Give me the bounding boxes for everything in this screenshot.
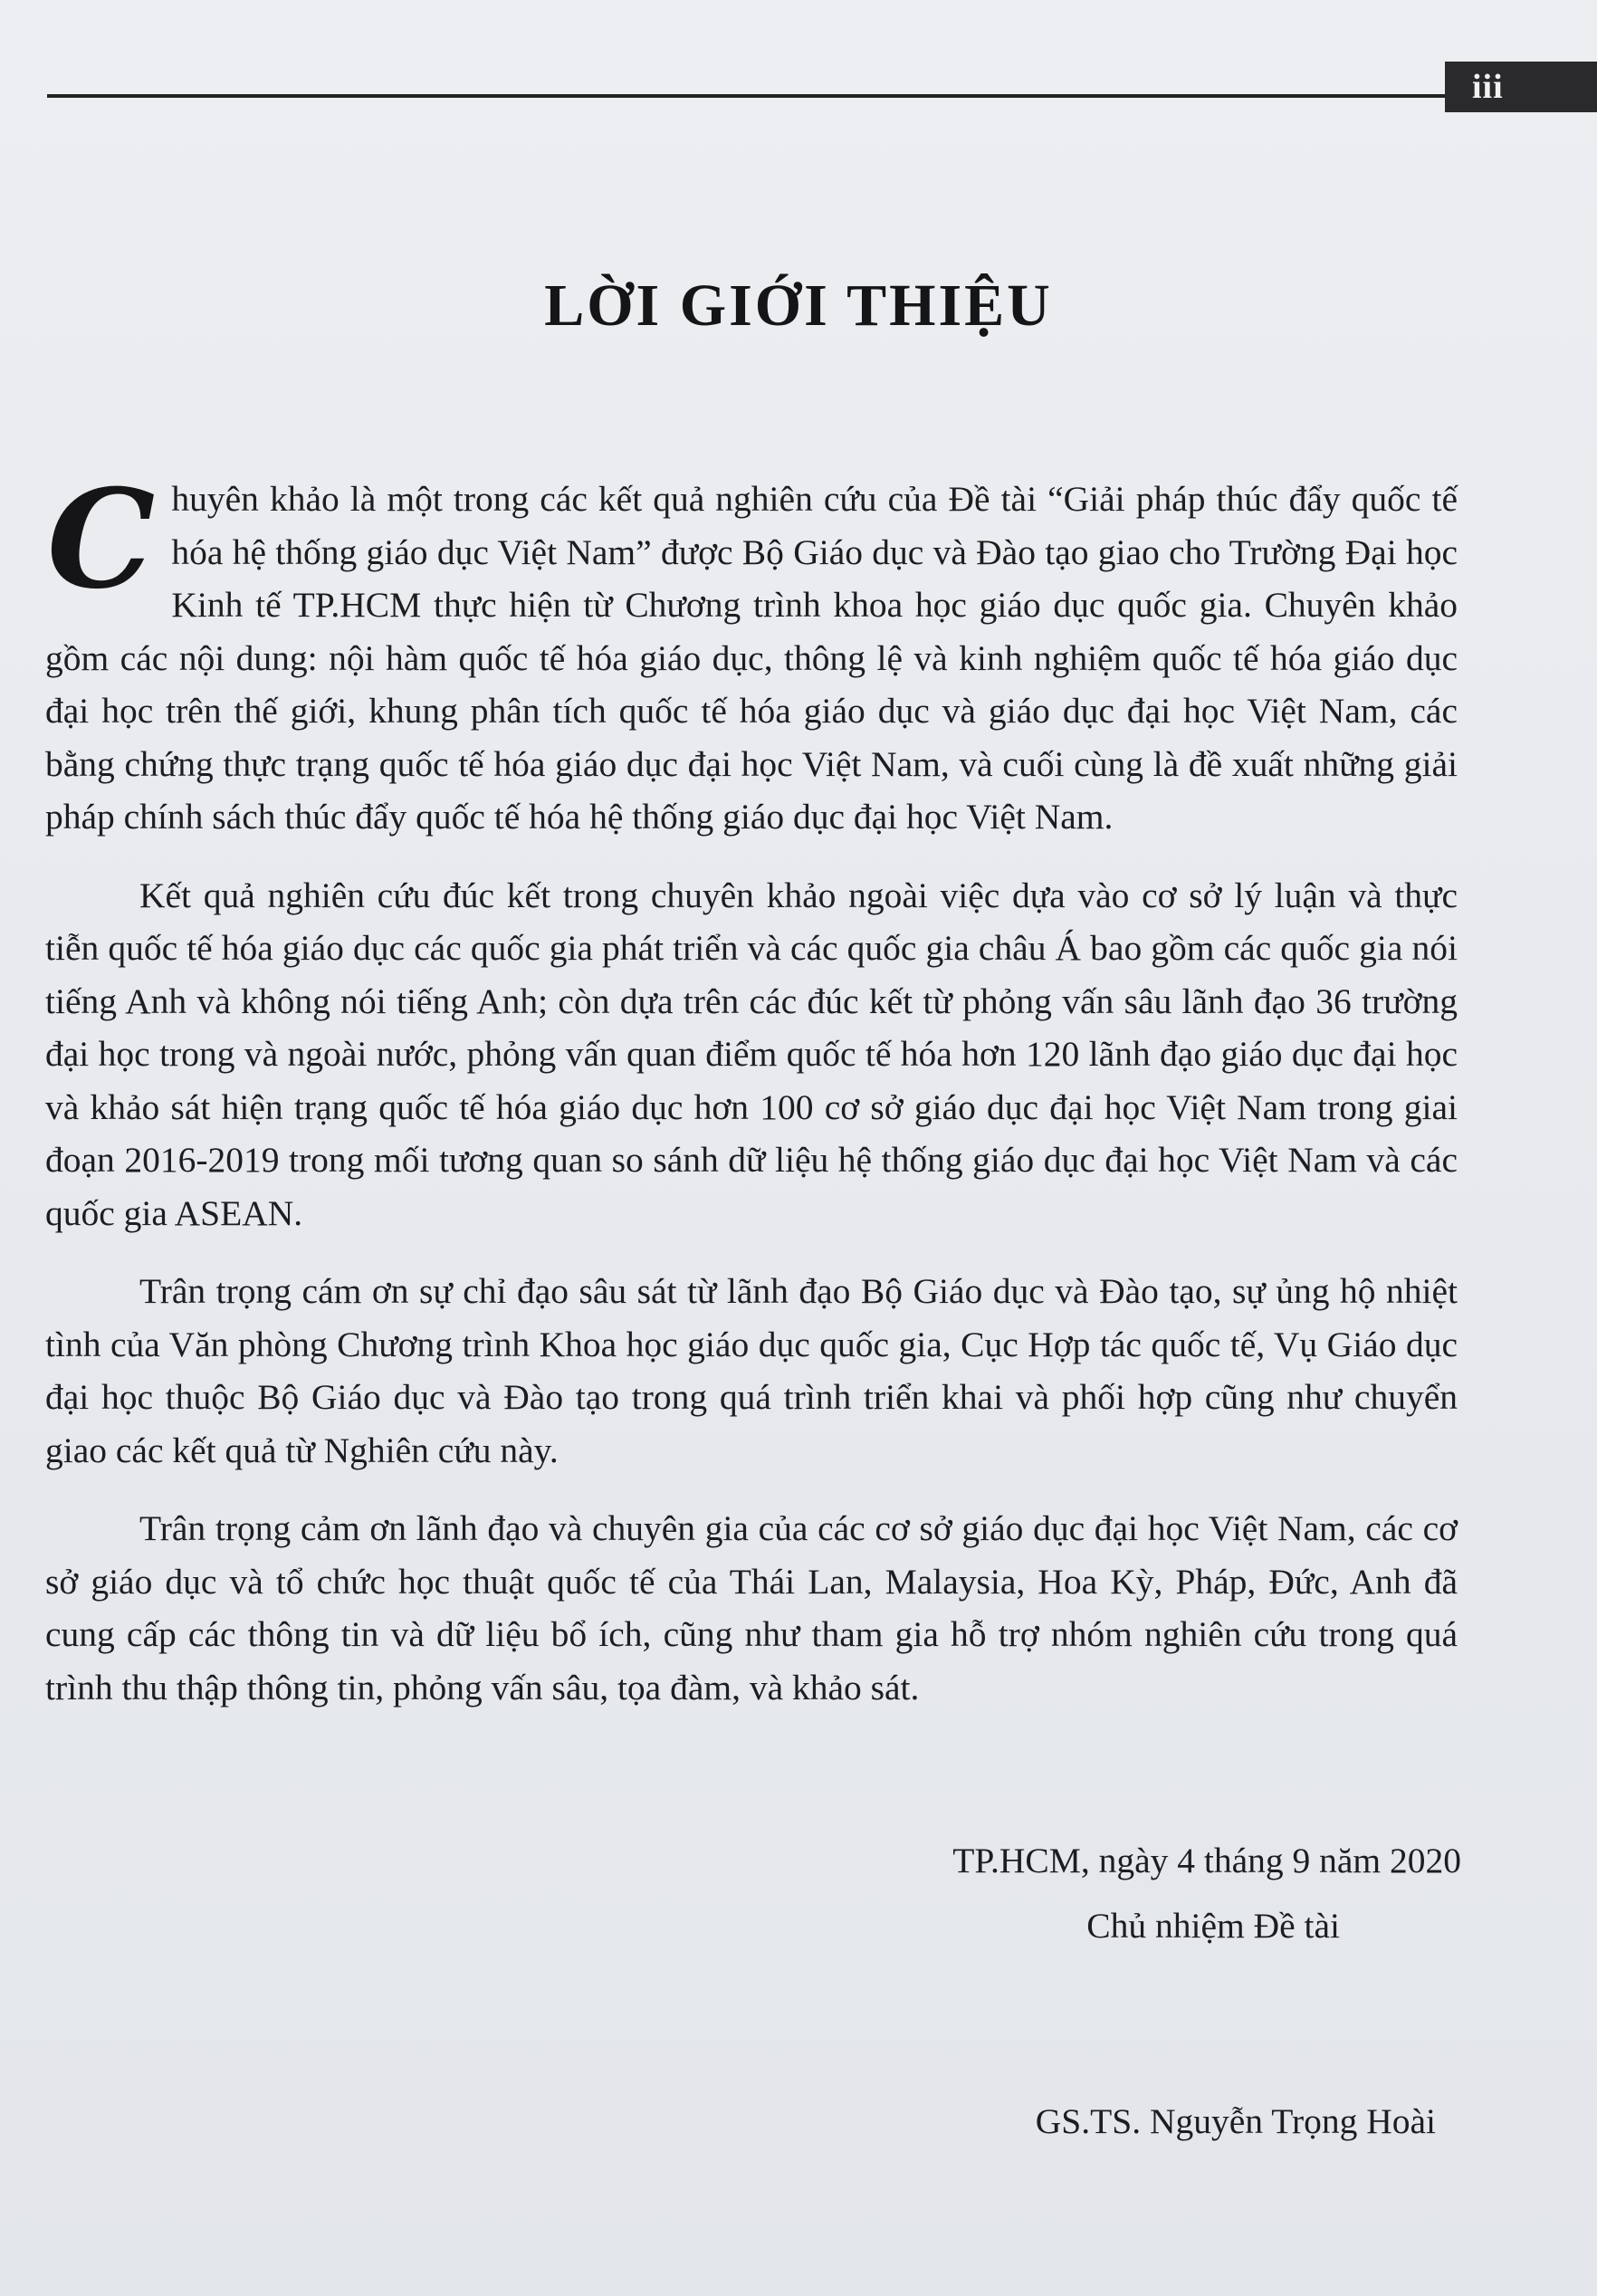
page-title: LỜI GIỚI THIỆU <box>544 273 1053 339</box>
signoff-role: Chủ nhiệm Đề tài <box>1086 1906 1340 1946</box>
paragraph-4: Trân trọng cảm ơn lãnh đạo và chuyên gia của các cơ sở giáo dục đại học Việt Nam, các cơ sở giáo dục và tổ chức học thuật quốc tế của Thái Lan, Malaysia, Hoa Kỳ, Pháp, Đức, Anh đã cung cấp các thông tin và dữ liệu bổ ích, cũng như tham gia hỗ trợ nhóm nghiên cứu trong quá trình thu thập thông tin, phỏng vấn sâu, tọa đàm, và khảo sát. <box>45 1508 1458 1708</box>
page-number-badge <box>1445 62 1597 112</box>
paragraph-3: Trân trọng cám ơn sự chỉ đạo sâu sát từ lãnh đạo Bộ Giáo dục và Đào tạo, sự ủng hộ nhiệt tình của Văn phòng Chương trình Khoa học giáo dục quốc gia, Cục Hợp tác quốc tế, Vụ Giáo dục đại học thuộc Bộ Giáo dục và Đào tạo trong quá trình triển khai và phối hợp cũng như chuyển giao các kết quả từ Nghiên cứu này. <box>45 1271 1458 1470</box>
body-text <box>45 460 1458 1739</box>
paragraph-2: Kết quả nghiên cứu đúc kết trong chuyên khảo ngoài việc dựa vào cơ sở lý luận và thực tiễn quốc tế hóa giáo dục các quốc gia phát triển và các quốc gia châu Á bao gồm các quốc gia nói tiếng Anh và không nói tiếng Anh; còn dựa trên các đúc kết từ phỏng vấn sâu lãnh đạo 36 trường đại học trong và ngoài nước, phỏng vấn quan điểm quốc tế hóa hơn 120 lãnh đạo giáo dục đại học và khảo sát hiện trạng quốc tế hóa giáo dục hơn 100 cơ sở giáo dục đại học Việt Nam trong giai đoạn 2016-2019 trong mối tương quan so sánh dữ liệu hệ thống giáo dục đại học Việt Nam và các quốc gia ASEAN. <box>45 875 1458 1233</box>
header-rule <box>47 94 1459 98</box>
paragraph-1-text: huyên khảo là một trong các kết quả nghiên cứu của Đề tài “Giải pháp thúc đẩy quốc tế hóa hệ thống giáo dục Việt Nam” được Bộ Giáo dục và Đào tạo giao cho Trường Đại học Kinh tế TP.HCM thực hiện từ Chương trình khoa học giáo dục quốc gia. Chuyên khảo gồm các nội dung: nội hàm quốc tế hóa giáo dục, thông lệ và kinh nghiệm quốc tế hóa giáo dục đại học trên thế giới, khung phân tích quốc tế hóa giáo dục và giáo dục đại học Việt Nam, các bằng chứng thực trạng quốc tế hóa giáo dục đại học Việt Nam, và cuối cùng là đề xuất những giải pháp chính sách thúc đẩy quốc tế hóa hệ thống giáo dục đại học Việt Nam. <box>45 479 1458 837</box>
page-number: iii <box>1472 68 1504 106</box>
drop-cap: C <box>47 460 156 619</box>
signoff-name: GS.TS. Nguyễn Trọng Hoài <box>1035 2101 1436 2141</box>
paragraph-1 <box>45 460 1458 844</box>
signoff-date: TP.HCM, ngày 4 tháng 9 năm 2020 <box>952 1841 1461 1880</box>
